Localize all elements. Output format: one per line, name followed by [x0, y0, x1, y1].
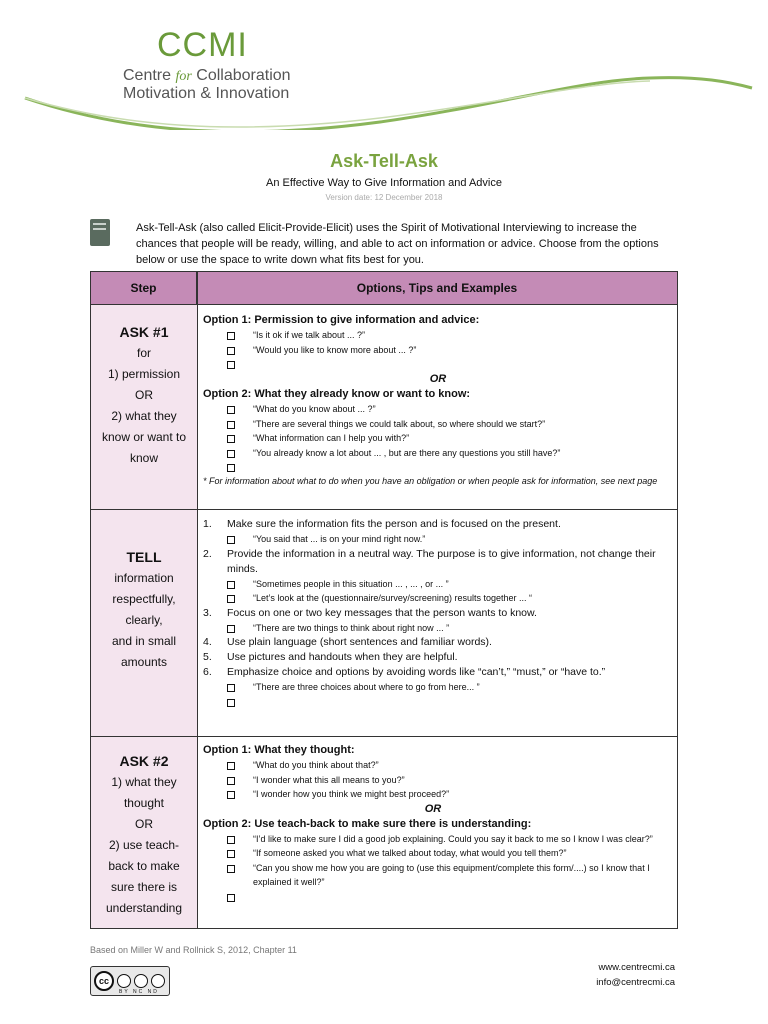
tell-item-5: 5. Use pictures and handouts when they are helpful.	[203, 651, 458, 663]
nd-icon	[151, 974, 165, 988]
list-item: “There are two things to think about right now ... ”	[203, 621, 658, 636]
reference-citation: Based on Miller W and Rollnick S, 2012, Chapter 11	[90, 945, 297, 955]
logo-line-1: Centre for Collaboration	[123, 67, 291, 84]
tell-item-1: 1. Make sure the information fits the person and is focused on the present.	[203, 518, 561, 530]
tell-item-6: 6. Emphasize choice and options by avoiding words like “can’t,” “must,” or “have to.”	[203, 666, 606, 678]
version-date: Version date: 12 December 2018	[325, 193, 443, 202]
step-text: back to make	[108, 859, 180, 873]
header-options: Options, Tips and Examples	[197, 272, 677, 305]
step-text: and in small	[111, 634, 177, 648]
page-subtitle: An Effective Way to Give Information and Advice	[265, 177, 502, 189]
step-text: 2) use teach-	[108, 838, 180, 852]
list-item: “What information can I help you with?”	[203, 431, 673, 446]
step-text: 2) what they	[111, 409, 177, 423]
or-divider: OR	[424, 802, 442, 815]
step-text: OR	[135, 388, 153, 402]
step-ask2	[91, 737, 197, 928]
creative-commons-license-icon	[90, 966, 170, 996]
step-text: know	[129, 451, 158, 465]
step-text: respectfully,	[112, 592, 176, 606]
list-item: “What do you know about ... ?”	[203, 402, 673, 417]
step-ask2-title: ASK #2	[119, 753, 169, 769]
step-ask1	[91, 305, 197, 509]
list-item: “I’d like to make sure I did a good job explaining. Could you say it back to me so I know I was clear?”	[203, 832, 658, 847]
ask2-option1-heading: Option 1: What they thought:	[203, 744, 355, 756]
ask2-option2-heading: Option 2: Use teach-back to make sure there is understanding:	[203, 817, 532, 830]
list-item-blank	[203, 695, 658, 709]
list-item-blank	[203, 460, 673, 474]
website-link[interactable]: www.centrecmi.ca	[598, 962, 675, 973]
list-item: “Let’s look at the (questionnaire/survey/screening) results together ... “	[203, 591, 658, 606]
ask1-option2-heading: Option 2: What they already know or want to know:	[203, 388, 471, 400]
ask1-option1-heading: Option 1: Permission to give information and advice:	[203, 314, 480, 326]
list-item: “You said that ... is on your mind right now.”	[203, 532, 658, 547]
by-icon	[117, 974, 131, 988]
list-item: “There are three choices about where to go from here... ”	[203, 680, 658, 695]
list-item-blank	[203, 357, 673, 372]
nc-icon	[134, 974, 148, 988]
step-text: clearly,	[125, 613, 163, 627]
intro-text: Ask-Tell-Ask (also called Elicit-Provide-Elicit) uses the Spirit of Motivational Interviewing to increase the chances that people will be ready, willing, and able to act on information or advice. Choose from the options below or use the space to write down what fits best for you.	[136, 222, 659, 266]
ask2-content	[203, 743, 658, 904]
list-item: “Can you show me how you are going to (use this equipment/complete this form/....) so I know that I explained it well?”	[203, 861, 658, 890]
cc-icon: cc	[94, 971, 114, 991]
decorative-swoosh	[0, 60, 768, 130]
step-text: amounts	[120, 655, 168, 669]
tell-content	[203, 517, 658, 709]
page-title: Ask-Tell-Ask	[330, 151, 438, 171]
list-item: “What do you think about that?”	[203, 758, 658, 773]
step-text: understanding	[105, 901, 183, 915]
step-text: sure there is	[110, 880, 178, 894]
book-icon	[90, 219, 110, 246]
logo-line-2: Motivation & Innovation	[123, 85, 290, 102]
email-link[interactable]: info@centrecmi.ca	[596, 977, 675, 988]
step-text: information	[114, 571, 174, 585]
list-item: “Is it ok if we talk about ... ?”	[203, 328, 673, 343]
step-text: 1) permission	[107, 367, 181, 381]
list-item-blank	[203, 890, 658, 904]
tell-item-4: 4. Use plain language (short sentences and familiar words).	[203, 636, 492, 648]
step-ask1-title: ASK #1	[119, 324, 169, 340]
step-text: for	[136, 346, 151, 360]
step-text: OR	[135, 817, 153, 831]
list-item: “Sometimes people in this situation ... , ... , or ... ”	[203, 577, 658, 592]
list-item: “I wonder what this all means to you?”	[203, 773, 658, 788]
step-text: 1) what they	[111, 775, 177, 789]
or-divider: OR	[429, 373, 447, 385]
logo-wordmark: CCMI	[157, 26, 248, 64]
tell-item-2: 2. Provide the information in a neutral way. The purpose is to give information, not change their minds.	[203, 547, 656, 575]
step-text: know or want to	[101, 430, 187, 444]
step-tell-title: TELL	[126, 549, 162, 565]
tell-item-3: 3. Focus on one or two key messages that the person wants to know.	[203, 606, 537, 619]
header-step: Step	[91, 272, 197, 305]
list-item: “There are several things we could talk about, so where should we start?”	[203, 417, 673, 432]
license-label: BY NC ND	[119, 989, 159, 995]
list-item: “If someone asked you what we talked about today, what would you tell them?”	[203, 846, 658, 861]
step-text: thought	[123, 796, 165, 810]
steps-table	[90, 271, 678, 929]
step-tell	[91, 510, 197, 736]
list-item: “You already know a lot about ... , but are there any questions you still have?”	[203, 446, 673, 461]
list-item: “I wonder how you think we might best proceed?”	[203, 787, 658, 802]
ask1-footnote: * For information about what to do when you have an obligation or when people ask for information, see next page	[203, 476, 658, 486]
list-item: “Would you like to know more about ... ?”	[203, 343, 673, 358]
ask1-content	[203, 313, 673, 488]
